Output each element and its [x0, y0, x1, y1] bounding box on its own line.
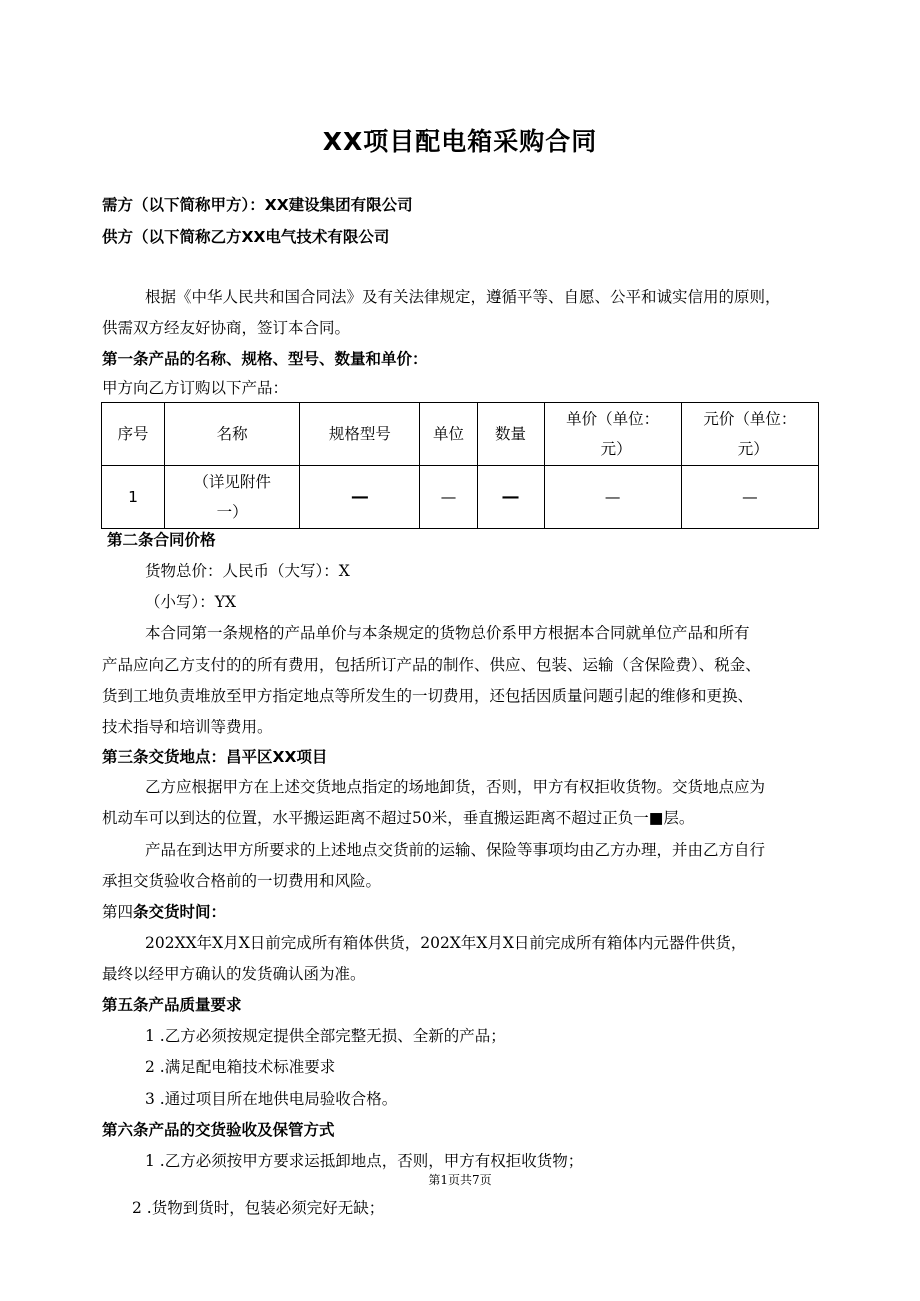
article4-heading-rest: 条交货时间： [133, 903, 227, 921]
cell-unit: — [420, 466, 477, 529]
header-unit: 单位 [420, 403, 477, 466]
header-unit-price-l2: 元） [600, 440, 632, 458]
article3-para2-1: 产品在到达甲方所要求的上述地点交货前的运输、保险等事项均由乙方办理，并由乙方自行 [145, 841, 766, 859]
article3-para1-1: 乙方应根据甲方在上述交货地点指定的场地卸货，否则，甲方有权拒收货物。交货地点应为 [145, 778, 766, 796]
article4-heading-prefix: 第四 [102, 903, 134, 921]
header-total-price-l2: 元） [737, 440, 769, 458]
article4-body-1: 202XX年X月X日前完成所有箱体供货，202X年X月X日前完成所有箱体内元器件供货， [145, 934, 747, 952]
header-spec: 规格型号 [300, 403, 420, 466]
article3-heading: 第三条交货地点：昌平区XX项目 [102, 748, 328, 766]
article2-body-1: 本合同第一条规格的产品单价与本条规定的货物总价系甲方根据本合同就单位产品和所有 [145, 624, 750, 642]
article5-heading: 第五条产品质量要求 [102, 996, 242, 1014]
header-unit-price [544, 403, 681, 466]
seller-line: 供方（以下简称乙方XX电气技术有限公司 [102, 228, 390, 246]
header-qty: 数量 [477, 403, 544, 466]
article2-body-4: 技术指导和培训等费用。 [102, 718, 273, 736]
page-footer: 第1页共7页 [428, 1173, 492, 1187]
header-no: 序号 [102, 403, 165, 466]
list-item: 3 .通过项目所在地供电局验收合格。 [145, 1090, 398, 1108]
article3-para1-2: 机动车可以到达的位置，水平搬运距离不超过50米，垂直搬运距离不超过正负一■层。 [102, 809, 695, 827]
header-unit-price-l1: 单价（单位： [566, 410, 660, 428]
cell-total-price: — [681, 466, 818, 529]
product-table [101, 402, 819, 529]
cell-unit-price: — [544, 466, 681, 529]
table-row [102, 466, 819, 529]
cell-name-l1: （详见附件 [193, 473, 271, 491]
list-item: 1 .乙方必须按规定提供全部完整无损、全新的产品； [145, 1027, 506, 1045]
preamble-line-1: 根据《中华人民共和国合同法》及有关法律规定，遵循平等、自愿、公平和诚实信用的原则， [145, 288, 781, 306]
document-title: XX项目配电箱采购合同 [322, 127, 598, 156]
total-price-lower: （小写）：YX [145, 593, 237, 611]
article2-heading: 第二条合同价格 [107, 531, 216, 549]
article1-heading: 第一条产品的名称、规格、型号、数量和单价： [102, 350, 428, 368]
article3-para2-2: 承担交货验收合格前的一切费用和风险。 [102, 872, 382, 890]
cell-name-l2: 一） [216, 503, 248, 521]
article4-heading [102, 902, 226, 922]
list-item: 1 .乙方必须按甲方要求运抵卸地点，否则，甲方有权拒收货物； [145, 1152, 584, 1170]
header-name: 名称 [165, 403, 300, 466]
header-total-price [681, 403, 818, 466]
article2-body-2: 产品应向乙方支付的的所有费用，包括所订产品的制作、供应、包装、运输（含保险费）、税金、 [102, 656, 761, 674]
article1-intro: 甲方向乙方订购以下产品： [102, 379, 289, 397]
article6-heading: 第六条产品的交货验收及保管方式 [102, 1121, 335, 1139]
cell-spec: — [300, 466, 420, 529]
article4-body-2: 最终以经甲方确认的发货确认函为准。 [102, 965, 366, 983]
cell-name [165, 466, 300, 529]
cell-qty: — [477, 466, 544, 529]
list-item: 2 .货物到货时，包装必须完好无缺； [132, 1199, 385, 1217]
buyer-line: 需方（以下简称甲方）：XX建设集团有限公司 [102, 196, 413, 214]
preamble-line-2: 供需双方经友好协商，签订本合同。 [102, 319, 351, 337]
table-header-row [102, 403, 819, 466]
cell-no: 1 [102, 466, 165, 529]
article2-body-3: 货到工地负责堆放至甲方指定地点等所发生的一切费用，还包括因质量问题引起的维修和更换、 [102, 687, 754, 705]
total-price-upper: 货物总价：人民币（大写）：X [145, 562, 350, 580]
header-total-price-l1: 元价（单位： [703, 410, 797, 428]
list-item: 2 .满足配电箱技术标准要求 [145, 1058, 336, 1076]
